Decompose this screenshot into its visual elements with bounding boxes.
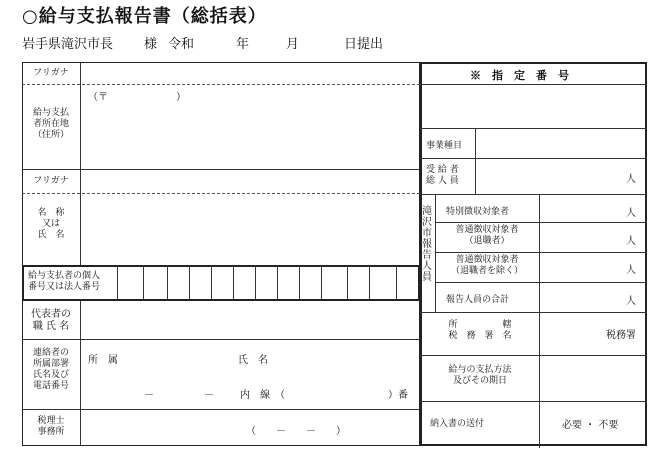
business-type-label: 事業種目 (426, 141, 463, 151)
phone-dashes: － － (144, 390, 214, 401)
id-number-input[interactable] (118, 267, 418, 299)
unit-ordinary-retired: 人 (626, 236, 636, 247)
tax-accountant-input[interactable] (82, 411, 418, 444)
tax-office-label: 所 轄 税 務 署 名 (448, 320, 512, 341)
unit-ordinary-excluding: 人 (626, 265, 636, 276)
payment-method-input[interactable] (541, 357, 645, 399)
era-label: 令和 (168, 37, 195, 52)
special-collection-input[interactable] (541, 196, 601, 220)
furigana-label: フリガナ (33, 68, 69, 78)
total-recipients-input[interactable] (477, 160, 597, 192)
need-options[interactable]: 必要 ・ 不要 (562, 420, 619, 431)
payer-address-label: 給与支払 者所在地 （住所） (32, 108, 69, 140)
furigana-input[interactable] (82, 64, 418, 83)
name-input[interactable] (82, 195, 418, 263)
id-number-label: 給与支払者の個人 番号又は法人番号 (28, 271, 101, 292)
designated-number-header: ※ 指 定 番 号 (470, 69, 569, 82)
city-name: 岩手県滝沢市長 (22, 37, 114, 52)
form-title: ○給与支払報告書（総括表） (22, 6, 267, 27)
special-collection-label: 特別徴収対象者 (446, 207, 510, 217)
extension-suffix: ）番 (388, 390, 408, 401)
month-label: 月 (286, 37, 300, 52)
city-reported-vertical-label: 滝沢市報告人員 (422, 206, 432, 283)
representative-label: 代表者の 職 氏 名 (31, 309, 71, 332)
representative-input[interactable] (82, 302, 418, 338)
name-label: 名 称 又は 氏 名 (37, 208, 65, 240)
unit-special: 人 (626, 208, 636, 219)
payment-method-label: 給与の支払方法 及びその期日 (448, 365, 512, 386)
tax-accountant-label: 税理士 事務所 (37, 416, 65, 437)
total-recipients-label: 受 給 者 総 人 員 (426, 165, 459, 186)
contact-label: 連絡者の 所属部署 氏名及び 電話番号 (32, 348, 69, 391)
furigana-input-2[interactable] (82, 171, 418, 192)
furigana-label-2: フリガナ (33, 176, 69, 186)
department-label: 所 属 (88, 355, 118, 366)
submit-day-label: 日提出 (344, 37, 384, 52)
unit-total-recipients: 人 (626, 174, 636, 185)
contact-input[interactable] (82, 341, 418, 407)
tax-office-suffix: 税務署 (606, 330, 636, 341)
extension-label: 内 線 （ (240, 390, 285, 401)
send-slip-label: 納入書の送付 (430, 419, 485, 429)
unit-reported-total: 人 (626, 296, 636, 307)
contact-name-label: 氏 名 (238, 355, 268, 366)
ordinary-retired-input[interactable] (541, 224, 601, 250)
payer-address-input[interactable] (82, 100, 418, 166)
postal-close: ） (176, 92, 186, 103)
year-label: 年 (236, 37, 250, 52)
business-type-input[interactable] (477, 130, 645, 156)
ordinary-excluding-input[interactable] (541, 254, 601, 280)
reported-total-input[interactable] (541, 284, 601, 310)
designated-number-input[interactable] (422, 86, 645, 126)
reported-total-label: 報告人員の合計 (446, 295, 510, 305)
honorific: 様 (144, 37, 158, 52)
postal-open: （〒 (88, 92, 108, 103)
ordinary-excluding-label: 普通徴収対象者 （退職者を除く） (450, 255, 523, 276)
tax-office-input[interactable] (541, 314, 591, 352)
ordinary-retired-label: 普通徴収対象者 （退職者） (455, 225, 519, 246)
tax-accountant-phone: （ － － ） (246, 426, 346, 437)
